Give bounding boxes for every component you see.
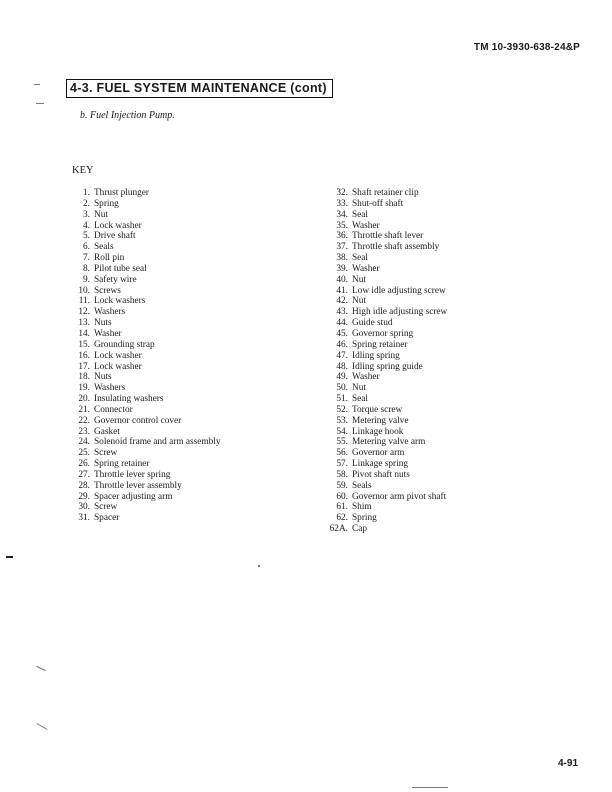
key-item xyxy=(328,199,447,210)
key-item xyxy=(70,416,221,427)
key-item xyxy=(70,307,221,318)
key-item-text: Governor spring xyxy=(352,328,414,339)
key-item-text: Shaft retainer clip xyxy=(352,188,419,198)
key-item xyxy=(328,372,447,383)
key-item-text: Washer xyxy=(352,220,380,231)
key-item-text: Seals xyxy=(94,242,114,253)
key-item-number: 6. xyxy=(83,242,90,253)
key-item-number: 51. xyxy=(336,394,348,405)
key-item xyxy=(70,210,221,221)
key-item-text: Seal xyxy=(352,253,369,264)
key-item-text: Screw xyxy=(94,502,118,513)
key-item-number: 56. xyxy=(336,448,348,459)
key-item-text: Throttle lever assembly xyxy=(94,480,182,491)
key-item-text: Linkage hook xyxy=(352,426,404,437)
key-item-number: 7. xyxy=(83,253,90,264)
key-item xyxy=(328,329,447,340)
scan-mark xyxy=(36,103,44,104)
key-item-text: Idling spring guide xyxy=(352,361,423,372)
key-item-number: 9. xyxy=(83,274,90,285)
key-item-number: 5. xyxy=(83,231,90,242)
key-item-number: 54. xyxy=(336,426,348,437)
key-item-number: 1. xyxy=(83,188,90,198)
key-item-text: Washer xyxy=(352,372,380,383)
key-item-number: 29. xyxy=(78,491,90,502)
key-item-text: Metering valve arm xyxy=(352,437,426,448)
key-list-right xyxy=(328,188,447,535)
key-item-number: 26. xyxy=(78,459,90,470)
key-item-text: Seal xyxy=(352,394,369,405)
key-item-number: 4. xyxy=(83,220,90,231)
key-item-text: Nut xyxy=(352,383,366,394)
key-item xyxy=(328,492,447,503)
key-item-number: 60. xyxy=(336,491,348,502)
key-item xyxy=(70,502,221,513)
key-item-number: 36. xyxy=(336,231,348,242)
key-item xyxy=(328,340,447,351)
key-item xyxy=(70,448,221,459)
key-item xyxy=(328,188,447,199)
key-item xyxy=(328,362,447,373)
key-item xyxy=(70,242,221,253)
key-item-text: Cap xyxy=(352,524,367,535)
scan-mark xyxy=(412,787,448,788)
key-item xyxy=(328,253,447,264)
key-item-text: Solenoid frame and arm assembly xyxy=(94,437,221,448)
key-item xyxy=(328,448,447,459)
key-item xyxy=(70,470,221,481)
scan-mark xyxy=(34,84,40,85)
key-item-number: 10. xyxy=(78,285,90,296)
key-item xyxy=(328,405,447,416)
key-item xyxy=(70,221,221,232)
key-item-number: 59. xyxy=(336,480,348,491)
key-item xyxy=(70,199,221,210)
key-item-number: 32. xyxy=(336,188,348,198)
key-item xyxy=(70,492,221,503)
key-item xyxy=(328,416,447,427)
key-item-number: 46. xyxy=(336,339,348,350)
key-item xyxy=(70,351,221,362)
key-item-number: 49. xyxy=(336,372,348,383)
key-item xyxy=(328,481,447,492)
scan-mark xyxy=(36,666,45,671)
key-item xyxy=(70,383,221,394)
key-item-number: 23. xyxy=(78,426,90,437)
key-item-text: Throttle shaft lever xyxy=(352,231,424,242)
key-item xyxy=(70,459,221,470)
key-item-number: 12. xyxy=(78,307,90,318)
key-item-text: Screw xyxy=(94,448,118,459)
key-item xyxy=(70,362,221,373)
key-item xyxy=(70,264,221,275)
key-item-number: 27. xyxy=(78,469,90,480)
key-item-number: 18. xyxy=(78,372,90,383)
tm-number: TM 10-3930-638-24&P xyxy=(473,42,580,53)
key-item-number: 62A. xyxy=(329,524,348,535)
key-item-number: 43. xyxy=(336,307,348,318)
key-item-number: 11. xyxy=(78,296,90,307)
key-item-number: 55. xyxy=(336,437,348,448)
key-item-number: 53. xyxy=(336,415,348,426)
key-item-number: 20. xyxy=(78,394,90,405)
key-item xyxy=(70,394,221,405)
key-item-text: Throttle shaft assembly xyxy=(352,242,440,253)
key-item xyxy=(328,296,447,307)
key-item-number: 40. xyxy=(336,274,348,285)
key-item-text: Screws xyxy=(94,285,121,296)
key-item-number: 44. xyxy=(336,318,348,329)
key-item xyxy=(328,307,447,318)
key-item-number: 2. xyxy=(83,198,90,209)
key-item-number: 50. xyxy=(336,383,348,394)
key-item-text: Insulating washers xyxy=(94,394,164,405)
key-item-number: 19. xyxy=(78,383,90,394)
key-item-text: Pilot tube seal xyxy=(94,263,147,274)
key-item-number: 3. xyxy=(83,209,90,220)
key-item-text: Washers xyxy=(94,307,126,318)
key-item-number: 42. xyxy=(336,296,348,307)
key-item-number: 25. xyxy=(78,448,90,459)
key-item-text: Linkage spring xyxy=(352,459,409,470)
key-item-number: 13. xyxy=(78,318,90,329)
key-item-number: 35. xyxy=(336,220,348,231)
key-item-text: Spring retainer xyxy=(94,459,150,470)
key-item xyxy=(70,437,221,448)
key-item-text: Connector xyxy=(94,404,133,415)
key-item xyxy=(70,188,221,199)
key-item-text: Pivot shaft nuts xyxy=(352,469,410,480)
key-item-number: 8. xyxy=(83,263,90,274)
key-item xyxy=(70,296,221,307)
key-item-text: Spring retainer xyxy=(352,339,408,350)
key-item-number: 45. xyxy=(336,328,348,339)
key-item-number: 47. xyxy=(336,350,348,361)
key-item-number: 37. xyxy=(336,242,348,253)
key-item xyxy=(70,318,221,329)
key-item-text: Spring xyxy=(352,513,377,524)
key-item xyxy=(328,427,447,438)
key-item-text: Lock washer xyxy=(94,350,142,361)
key-item xyxy=(328,242,447,253)
key-item-number: 14. xyxy=(78,328,90,339)
key-list-left xyxy=(70,188,221,524)
key-item xyxy=(70,253,221,264)
key-item-text: Drive shaft xyxy=(94,231,136,242)
key-item-number: 34. xyxy=(336,209,348,220)
key-item-text: Grounding strap xyxy=(94,339,155,350)
key-item-text: Washer xyxy=(352,263,380,274)
key-item xyxy=(328,437,447,448)
key-item-text: Low idle adjusting screw xyxy=(352,285,446,296)
scan-mark xyxy=(6,556,13,558)
key-item xyxy=(70,286,221,297)
key-item xyxy=(70,481,221,492)
scan-mark xyxy=(258,565,260,567)
key-item-number: 39. xyxy=(336,263,348,274)
key-item xyxy=(328,231,447,242)
key-item-number: 17. xyxy=(78,361,90,372)
key-item-text: Governor control cover xyxy=(94,415,182,426)
key-item-text: Nuts xyxy=(94,318,112,329)
key-item xyxy=(70,405,221,416)
key-item xyxy=(328,264,447,275)
key-item-text: Seal xyxy=(352,209,369,220)
section-title: 4-3. FUEL SYSTEM MAINTENANCE (cont) xyxy=(66,79,333,98)
key-item-text: Spacer adjusting arm xyxy=(94,491,173,502)
key-item xyxy=(70,513,221,524)
key-item-text: Idling spring xyxy=(352,350,400,361)
key-item xyxy=(328,513,447,524)
key-item-number: 48. xyxy=(336,361,348,372)
key-item xyxy=(328,210,447,221)
key-item-text: Shut-off shaft xyxy=(352,198,404,209)
key-item-text: Governor arm xyxy=(352,448,405,459)
key-item xyxy=(70,427,221,438)
key-item xyxy=(70,231,221,242)
key-item-text: Washers xyxy=(94,383,126,394)
key-item xyxy=(70,372,221,383)
key-heading: KEY xyxy=(72,165,94,176)
key-item-text: High idle adjusting screw xyxy=(352,307,448,318)
key-item xyxy=(328,524,447,535)
key-item-text: Lock washer xyxy=(94,220,142,231)
key-item xyxy=(328,470,447,481)
key-item-text: Gasket xyxy=(94,426,120,437)
key-item xyxy=(70,275,221,286)
key-item-text: Throttle lever spring xyxy=(94,469,171,480)
key-item xyxy=(328,502,447,513)
key-item xyxy=(328,221,447,232)
subsection-heading: b. Fuel Injection Pump. xyxy=(80,110,175,121)
key-item-text: Guide stud xyxy=(352,318,393,329)
key-item xyxy=(328,383,447,394)
key-item-number: 16. xyxy=(78,350,90,361)
key-item-text: Seals xyxy=(352,480,372,491)
key-item-number: 58. xyxy=(336,469,348,480)
key-item-number: 41. xyxy=(336,285,348,296)
key-item-number: 21. xyxy=(78,404,90,415)
key-item xyxy=(328,275,447,286)
key-item xyxy=(328,394,447,405)
key-item-number: 30. xyxy=(78,502,90,513)
key-item xyxy=(328,351,447,362)
key-item xyxy=(328,286,447,297)
key-item-text: Nuts xyxy=(94,372,112,383)
key-item-number: 15. xyxy=(78,339,90,350)
key-item-number: 33. xyxy=(336,198,348,209)
key-item-text: Nut xyxy=(352,274,366,285)
key-item-number: 52. xyxy=(336,404,348,415)
key-item-number: 28. xyxy=(78,480,90,491)
key-item-text: Shim xyxy=(352,502,372,513)
key-item-number: 61. xyxy=(336,502,348,513)
key-item-text: Lock washer xyxy=(94,361,142,372)
key-item-number: 57. xyxy=(336,459,348,470)
key-item-text: Safety wire xyxy=(94,274,137,285)
scan-mark xyxy=(37,723,48,730)
key-item-text: Spring xyxy=(94,198,119,209)
key-item-text: Nut xyxy=(94,209,108,220)
key-item-number: 22. xyxy=(78,415,90,426)
key-item-text: Metering valve xyxy=(352,415,409,426)
key-item-text: Lock washers xyxy=(94,296,146,307)
key-item-text: Thrust plunger xyxy=(94,188,149,198)
key-item-text: Governor arm pivot shaft xyxy=(352,491,447,502)
key-item-number: 24. xyxy=(78,437,90,448)
key-item xyxy=(328,459,447,470)
key-item xyxy=(70,329,221,340)
key-item-number: 38. xyxy=(336,253,348,264)
key-item xyxy=(70,340,221,351)
key-item-number: 31. xyxy=(78,513,90,524)
key-item-text: Spacer xyxy=(94,513,120,524)
key-item xyxy=(328,318,447,329)
key-item-text: Roll pin xyxy=(94,253,125,264)
key-item-text: Washer xyxy=(94,328,122,339)
key-item-number: 62. xyxy=(336,513,348,524)
key-item-text: Nut xyxy=(352,296,366,307)
page-number: 4-91 xyxy=(557,758,578,769)
key-item-text: Torque screw xyxy=(352,404,403,415)
